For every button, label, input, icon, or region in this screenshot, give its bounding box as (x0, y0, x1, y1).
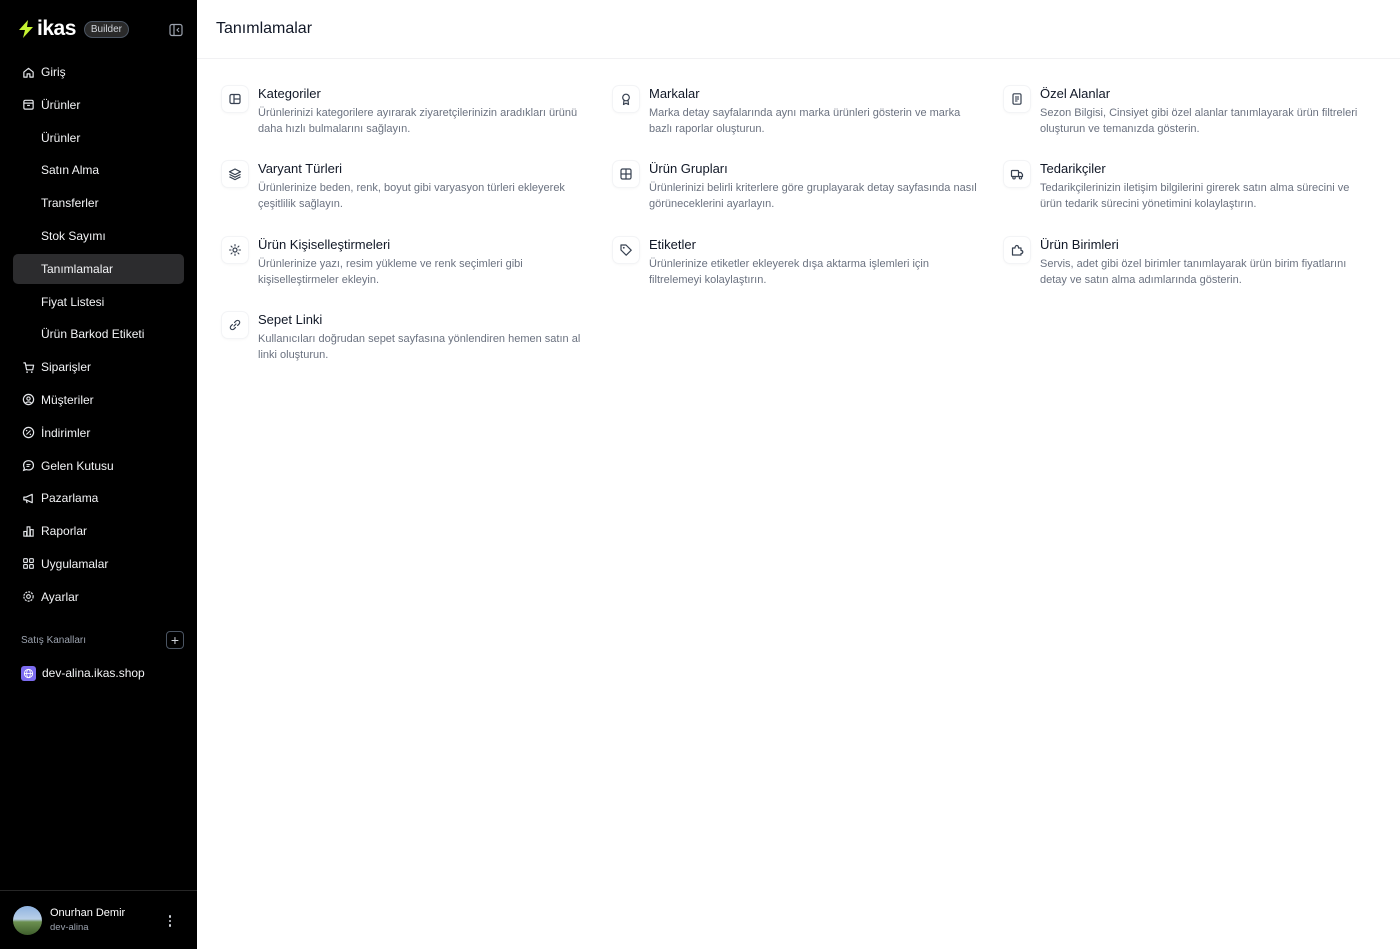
grid-icon (613, 161, 639, 187)
sidebar-subitem-urunler[interactable] (13, 123, 184, 153)
user-circle-icon (21, 393, 35, 407)
sidebar-item-label: Gelen Kutusu (41, 458, 114, 473)
card-title: Sepet Linki (258, 312, 323, 327)
sidebar-subitem-urun-barkod-etiketi[interactable] (13, 319, 184, 349)
cart-icon (21, 360, 35, 374)
sidebar-item-musteriler[interactable] (13, 385, 184, 415)
card-kategoriler[interactable] (222, 85, 592, 151)
badge-icon (613, 86, 639, 112)
card-title: Ürün Grupları (649, 161, 728, 176)
chart-icon (21, 524, 35, 538)
card-markalar[interactable] (613, 85, 983, 151)
sidebar-item-label: Transferler (41, 196, 99, 211)
apps-icon (21, 557, 35, 571)
sidebar-item-pazarlama[interactable] (13, 483, 184, 513)
sidebar-item-giris[interactable] (13, 57, 184, 87)
sidebar-subitem-tanimlamalar[interactable] (13, 254, 184, 284)
sidebar-subitem-satin-alma[interactable] (13, 155, 184, 185)
sidebar-item-ayarlar[interactable] (13, 582, 184, 612)
sidebar-item-label: Stok Sayımı (41, 228, 106, 243)
sidebar-item-label: İndirimler (41, 425, 91, 440)
sidebar-subitem-transferler[interactable] (13, 188, 184, 218)
sidebar-item-label: Ürünler (41, 130, 81, 145)
card-description: Servis, adet gibi özel birimler tanımlayarak ürün birim fiyatlarını detay ve satın alma adımlarında gösterin. (1040, 258, 1347, 286)
card-description: Kullanıcıları doğrudan sepet sayfasına yönlendiren hemen satın al linki oluşturun. (258, 333, 581, 361)
shop-channel-link[interactable] (13, 660, 184, 686)
gear-icon (21, 590, 35, 604)
sidebar-item-label: Ürün Barkod Etiketi (41, 327, 145, 342)
sidebar-collapse-icon[interactable] (168, 22, 183, 37)
link-icon (222, 312, 248, 338)
sidebar-item-label: Ürünler (41, 97, 81, 112)
sidebar-item-label: Pazarlama (41, 491, 99, 506)
megaphone-icon (21, 491, 35, 505)
card-urun-birimleri[interactable] (1004, 236, 1374, 302)
layers-icon (222, 161, 248, 187)
builder-badge[interactable]: Builder (84, 21, 129, 38)
user-handle: dev-alina (50, 922, 89, 933)
shop-domain: dev-alina.ikas.shop (42, 666, 145, 680)
sidebar (0, 0, 197, 949)
card-sepet-linki[interactable] (222, 311, 592, 377)
user-profile[interactable] (0, 890, 197, 949)
card-description: Marka detay sayfalarında aynı marka ürünleri gösterin ve marka bazlı raporlar oluşturun. (649, 107, 961, 135)
card-title: Özel Alanlar (1040, 86, 1111, 101)
main-content (197, 0, 1400, 949)
card-description: Ürünlerinizi belirli kriterlere göre gruplayarak detay sayfasında nasıl görüneceklerini ayarlayın. (649, 182, 977, 210)
card-title: Ürün Birimleri (1040, 237, 1119, 252)
card-etiketler[interactable] (613, 236, 983, 302)
truck-icon (1004, 161, 1030, 187)
user-name: Onurhan Demir (50, 907, 126, 919)
document-icon (1004, 86, 1030, 112)
sidebar-item-uygulamalar[interactable] (13, 549, 184, 579)
sidebar-item-label: Uygulamalar (41, 556, 109, 571)
sidebar-item-indirimler[interactable] (13, 418, 184, 448)
sidebar-item-label: Fiyat Listesi (41, 294, 105, 309)
card-description: Ürünlerinize yazı, resim yükleme ve renk seçimleri gibi kişiselleştirmeler ekleyin. (258, 258, 523, 286)
tag-icon (613, 237, 639, 263)
discount-icon (21, 426, 35, 440)
sidebar-item-label: Raporlar (41, 524, 88, 539)
home-icon (21, 65, 35, 79)
category-icon (222, 86, 248, 112)
card-title: Kategoriler (258, 86, 321, 101)
brand[interactable] (17, 17, 129, 41)
card-title: Tedarikçiler (1040, 161, 1106, 176)
card-urun-kisisellestirmeleri[interactable] (222, 236, 592, 302)
sidebar-item-label: Siparişler (41, 360, 92, 375)
card-description: Sezon Bilgisi, Cinsiyet gibi özel alanlar tanımlayarak ürün filtreleri oluşturun ve temanızda gösterin. (1040, 107, 1358, 135)
puzzle-icon (1004, 237, 1030, 263)
sidebar-item-gelen-kutusu[interactable] (13, 451, 184, 481)
card-description: Ürünlerinize etiketler ekleyerek dışa aktarma işlemleri için filtrelemeyi kolaylaştırın. (649, 258, 929, 286)
sales-channels-label: Satış Kanalları (21, 634, 87, 646)
sidebar-item-raporlar[interactable] (13, 516, 184, 546)
sparkle-icon (222, 237, 248, 263)
sidebar-item-label: Ayarlar (41, 589, 79, 604)
card-description: Tedarikçilerinizin iletişim bilgilerini girerek satın alma sürecini ve ürün tedarik sürecini yönetimini kolaylaştırın. (1040, 182, 1350, 210)
card-title: Etiketler (649, 237, 696, 252)
brand-name: ikas (37, 17, 76, 40)
card-description: Ürünlerinize beden, renk, boyut gibi varyasyon türleri ekleyerek çeşitlilik sağlayın. (258, 182, 565, 210)
page-header (197, 0, 1400, 59)
card-title: Ürün Kişiselleştirmeleri (258, 237, 391, 252)
globe-icon (21, 666, 36, 681)
card-ozel-alanlar[interactable] (1004, 85, 1374, 151)
card-urun-gruplari[interactable] (613, 160, 983, 226)
sales-channels-header (13, 629, 184, 651)
card-description: Ürünlerinizi kategorilere ayırarak ziyaretçilerinizin aradıkları ürünü daha hızlı bulmalarını sağlayın. (258, 107, 578, 135)
card-varyant-turleri[interactable] (222, 160, 592, 226)
chat-icon (21, 459, 35, 473)
page-title: Tanımlamalar (216, 20, 313, 37)
sidebar-subitem-fiyat-listesi[interactable] (13, 287, 184, 317)
card-title: Markalar (649, 86, 700, 101)
sidebar-item-urunler[interactable] (13, 90, 184, 120)
bolt-logo-icon (17, 19, 35, 39)
card-tedarikciler[interactable] (1004, 160, 1374, 226)
sidebar-item-label: Satın Alma (41, 163, 100, 178)
sidebar-item-label: Giriş (41, 65, 66, 79)
box-icon (21, 98, 35, 112)
avatar (13, 906, 42, 935)
add-channel-button[interactable]: + (166, 631, 184, 649)
sidebar-subitem-stok-sayimi[interactable] (13, 221, 184, 251)
sidebar-item-label: Müşteriler (41, 392, 94, 407)
sidebar-item-siparisler[interactable] (13, 352, 184, 382)
sidebar-item-label: Tanımlamalar (41, 261, 114, 276)
sidebar-nav (13, 57, 184, 615)
card-title: Varyant Türleri (258, 161, 343, 176)
more-vertical-icon[interactable] (164, 912, 176, 930)
